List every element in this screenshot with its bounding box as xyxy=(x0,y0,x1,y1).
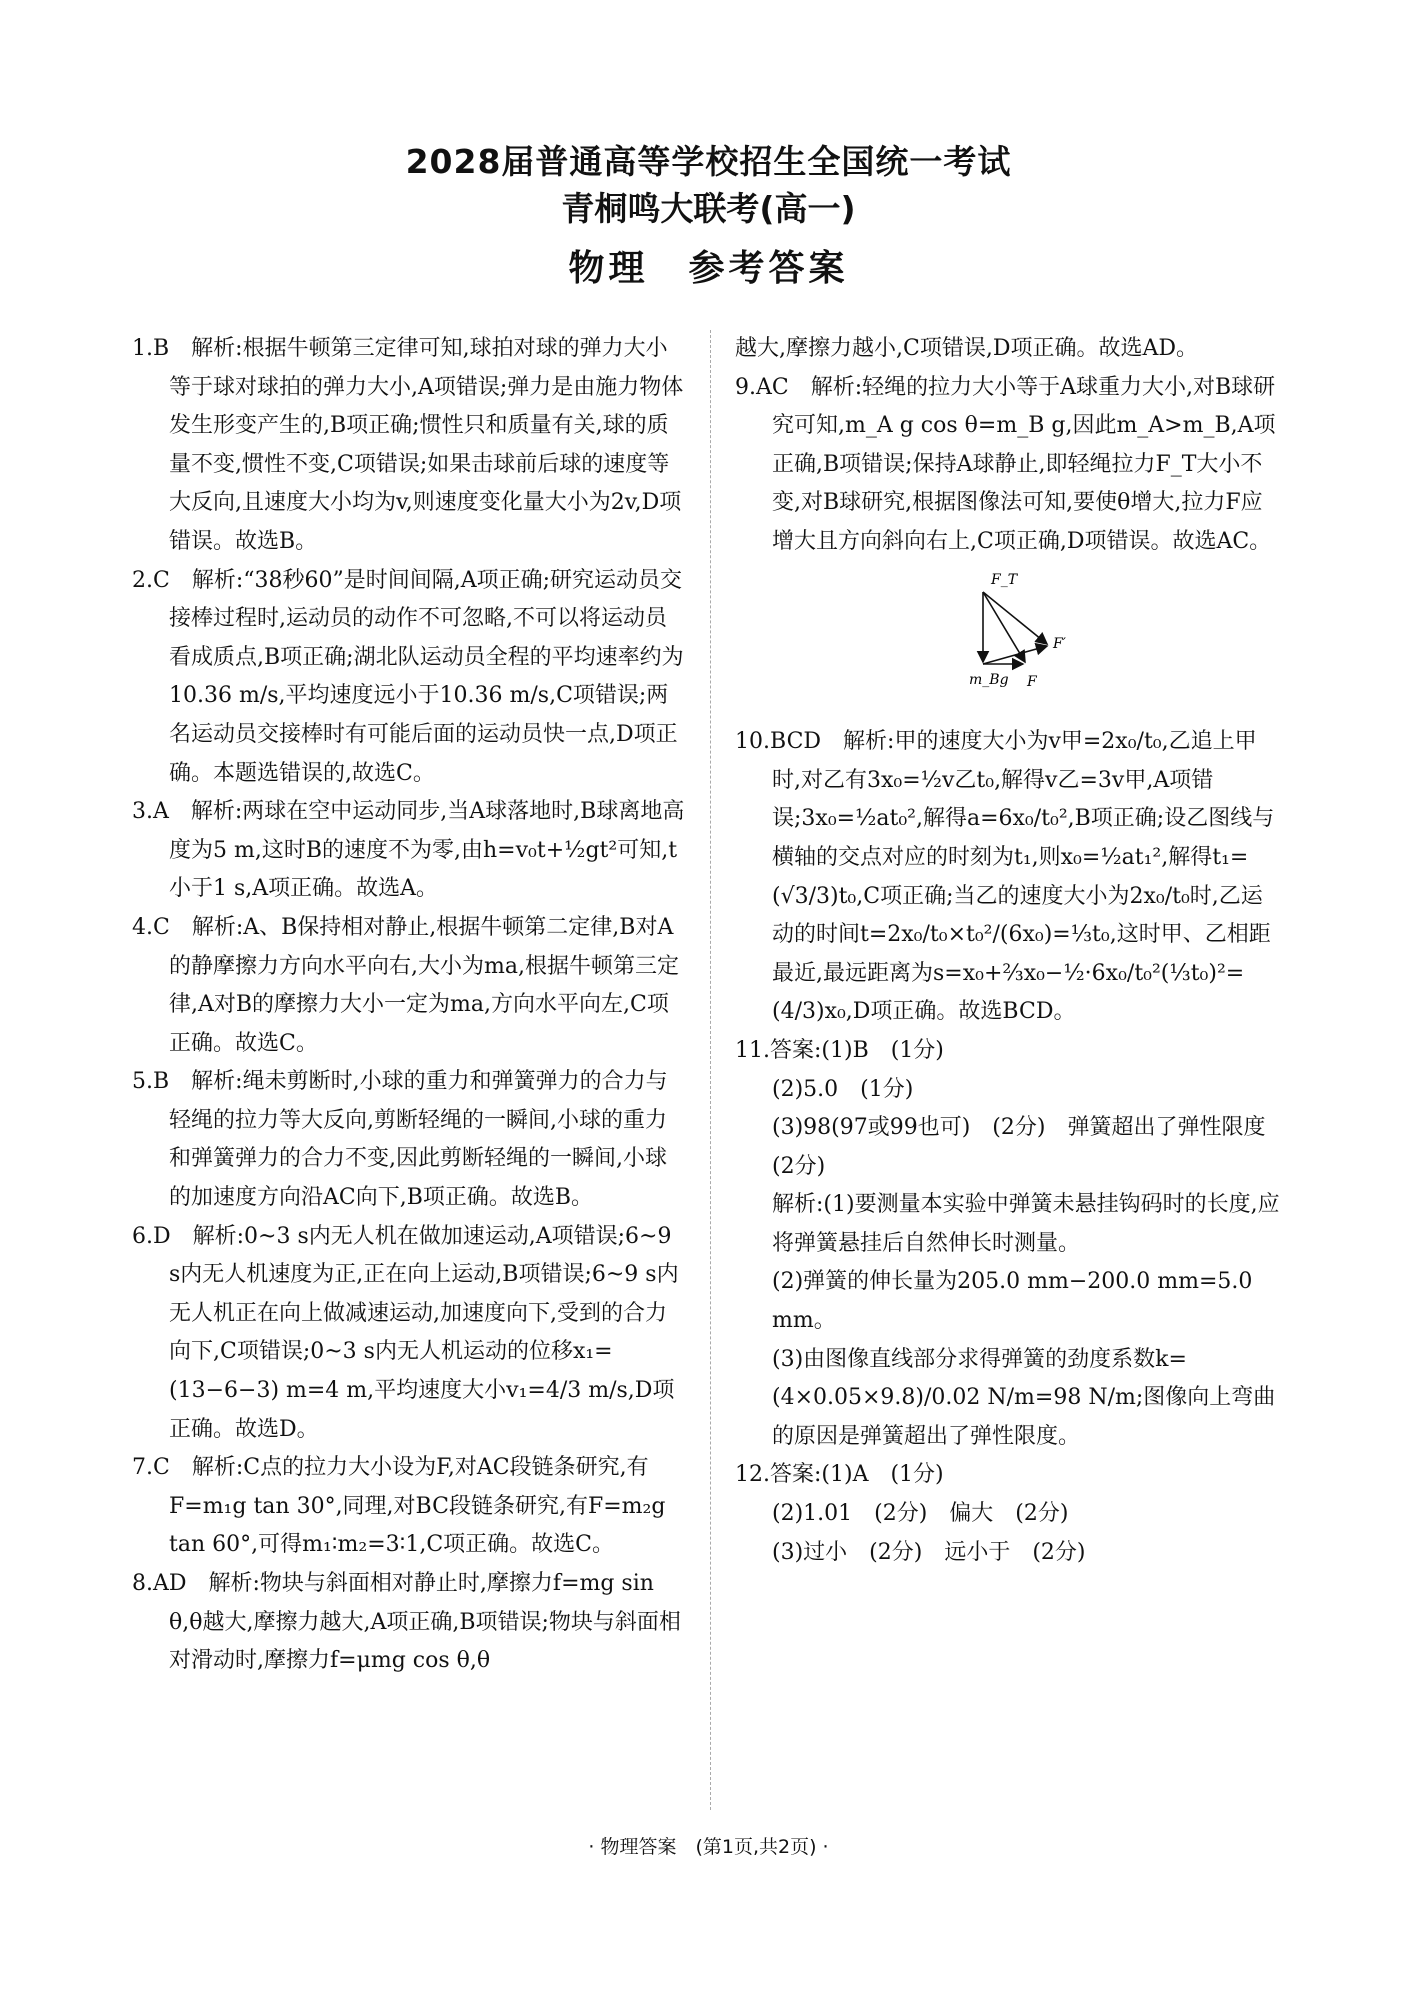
column-divider xyxy=(710,330,711,1810)
answer-line: (3)由图像直线部分求得弹簧的劲度系数k=(4×0.05×9.8)/0.02 N/m=98 N/m;图像向上弯曲的原因是弹簧超出了弹性限度。 xyxy=(772,1346,1276,1449)
answer-continuation: 越大,摩擦力越小,C项错误,D项正确。故选AD。 xyxy=(735,336,1198,361)
answer-item: 8.AD 解析:物块与斜面相对静止时,摩擦力f=mg sin θ,θ越大,摩擦力越大,A项正确,B项错误;物块与斜面相对滑动时,摩擦力f=μmg cos θ,θ xyxy=(132,1571,681,1674)
answer-item: 3.A 解析:两球在空中运动同步,当A球落地时,B球离地高度为5 m,这时B的速度不为零,由h=v₀t+½gt²可知,t小于1 s,A项正确。故选A。 xyxy=(132,799,685,902)
answer-line: 解析:(1)要测量本实验中弹簧未悬挂钩码时的长度,应将弹簧悬挂后自然伸长时测量。 xyxy=(772,1192,1280,1256)
exam-title: 2028届普通高等学校招生全国统一考试 xyxy=(405,142,1012,181)
exam-subtitle: 青桐鸣大联考(高一) xyxy=(561,189,856,228)
answer-line: (2)5.0 (1分) xyxy=(772,1076,914,1102)
page-footer: · 物理答案 (第1页,共2页) · xyxy=(588,1836,829,1858)
answer-item: 6.D 解析:0~3 s内无人机在做加速运动,A项错误;6~9 s内无人机速度为正,正在向上运动,B项错误;6~9 s内无人机正在向上做减速运动,加速度向下,受到的合力向下,C项错误;0~3 s内无人机运动的位移x₁=(13−6−3) m=4 m,平均速度大小v₁=4/3 m/s,D项正确。故选D。 xyxy=(132,1223,679,1442)
answer-item-12-head: 12.答案:(1)A (1分) xyxy=(735,1462,944,1488)
right-column xyxy=(735,330,1288,1572)
answer-item: 4.C 解析:A、B保持相对静止,根据牛顿第二定律,B对A的静摩擦力方向水平向右,大小为ma,根据牛顿第三定律,A对B的摩擦力大小一定为ma,方向水平向左,C项正确。故选C。 xyxy=(132,914,679,1056)
answer-item-9: 9.AC 解析:轻绳的拉力大小等于A球重力大小,对B球研究可知,m_A g cos θ=m_B g,因此m_A>m_B,A项正确,B项错误;保持A球静止,即轻绳拉力F_T大小不变,对B球研究,根据图像法可知,要使θ增大,拉力F应增大且方向斜向右上,C项正确,D项错误。故选AC。 xyxy=(735,374,1276,554)
answer-item-11-head: 11.答案:(1)B (1分) xyxy=(735,1037,944,1063)
force-diagram xyxy=(955,570,1085,700)
answer-item: 2.C 解析:“38秒60”是时间间隔,A项正确;研究运动员交接棒过程时,运动员的动作不可忽略,不可以将运动员看成质点,B项正确;湖北队运动员全程的平均速率约为10.36 m/s,平均速度远小于10.36 m/s,C项错误;两名运动员交接棒时有可能后面的运动员快一点,D项正确。本题选错误的,故选C。 xyxy=(132,567,684,786)
page-title: 物理 参考答案 xyxy=(568,248,849,289)
answer-item: 5.B 解析:绳未剪断时,小球的重力和弹簧弹力的合力与轻绳的拉力等大反向,剪断轻绳的一瞬间,小球的重力和弹簧弹力的合力不变,因此剪断轻绳的一瞬间,小球的加速度方向沿AC向下,B项正确。故选B。 xyxy=(132,1069,668,1211)
answer-item: 1.B 解析:根据牛顿第三定律可知,球拍对球的弹力大小等于球对球拍的弹力大小,A项错误;弹力是由施力物体发生形变产生的,B项正确;惯性只和质量有关,球的质量不变,惯性不变,C项错误;如果击球前后球的速度等大反向,且速度大小均为v,则速度变化量大小为2v,D项错误。故选B。 xyxy=(132,336,684,554)
answer-line: (2)1.01 (2分) 偏大 (2分) xyxy=(772,1501,1069,1527)
label-fprime: F′ xyxy=(1053,635,1066,652)
left-column xyxy=(132,330,685,1681)
label-ft: F_T xyxy=(991,571,1018,588)
answer-line: (2)弹簧的伸长量为205.0 mm−200.0 mm=5.0 mm。 xyxy=(772,1269,1253,1334)
document-header xyxy=(0,140,1417,294)
label-f: F xyxy=(1027,673,1037,690)
answer-item: 7.C 解析:C点的拉力大小设为F,对AC段链条研究,有F=m₁g tan 30°,同理,对BC段链条研究,有F=m₂g tan 60°,可得m₁∶m₂=3∶1,C项正确。故选C。 xyxy=(132,1455,666,1558)
answer-item-10: 10.BCD 解析:甲的速度大小为v甲=2x₀/t₀,乙追上甲时,对乙有3x₀=½v乙t₀,解得v乙=3v甲,A项错误;3x₀=½at₀²,解得a=6x₀/t₀²,B项正确;设乙图线与横轴的交点对应的时刻为t₁,则x₀=½at₁²,解得t₁=(√3/3)t₀,C项正确;当乙的速度大小为2x₀/t₀时,乙运动的时间t=2x₀/t₀×t₀²/(6x₀)=⅓t₀,这时甲、乙相距最近,最远距离为s=x₀+⅔x₀−½·6x₀/t₀²(⅓t₀)²=(4/3)x₀,D项正确。故选BCD。 xyxy=(735,729,1275,1025)
answer-line: (3)98(97或99也可) (2分) 弹簧超出了弹性限度 (2分) xyxy=(772,1115,1288,1179)
label-mbg: m_Bg xyxy=(969,671,1009,688)
answer-line: (3)过小 (2分) 远小于 (2分) xyxy=(772,1539,1086,1565)
